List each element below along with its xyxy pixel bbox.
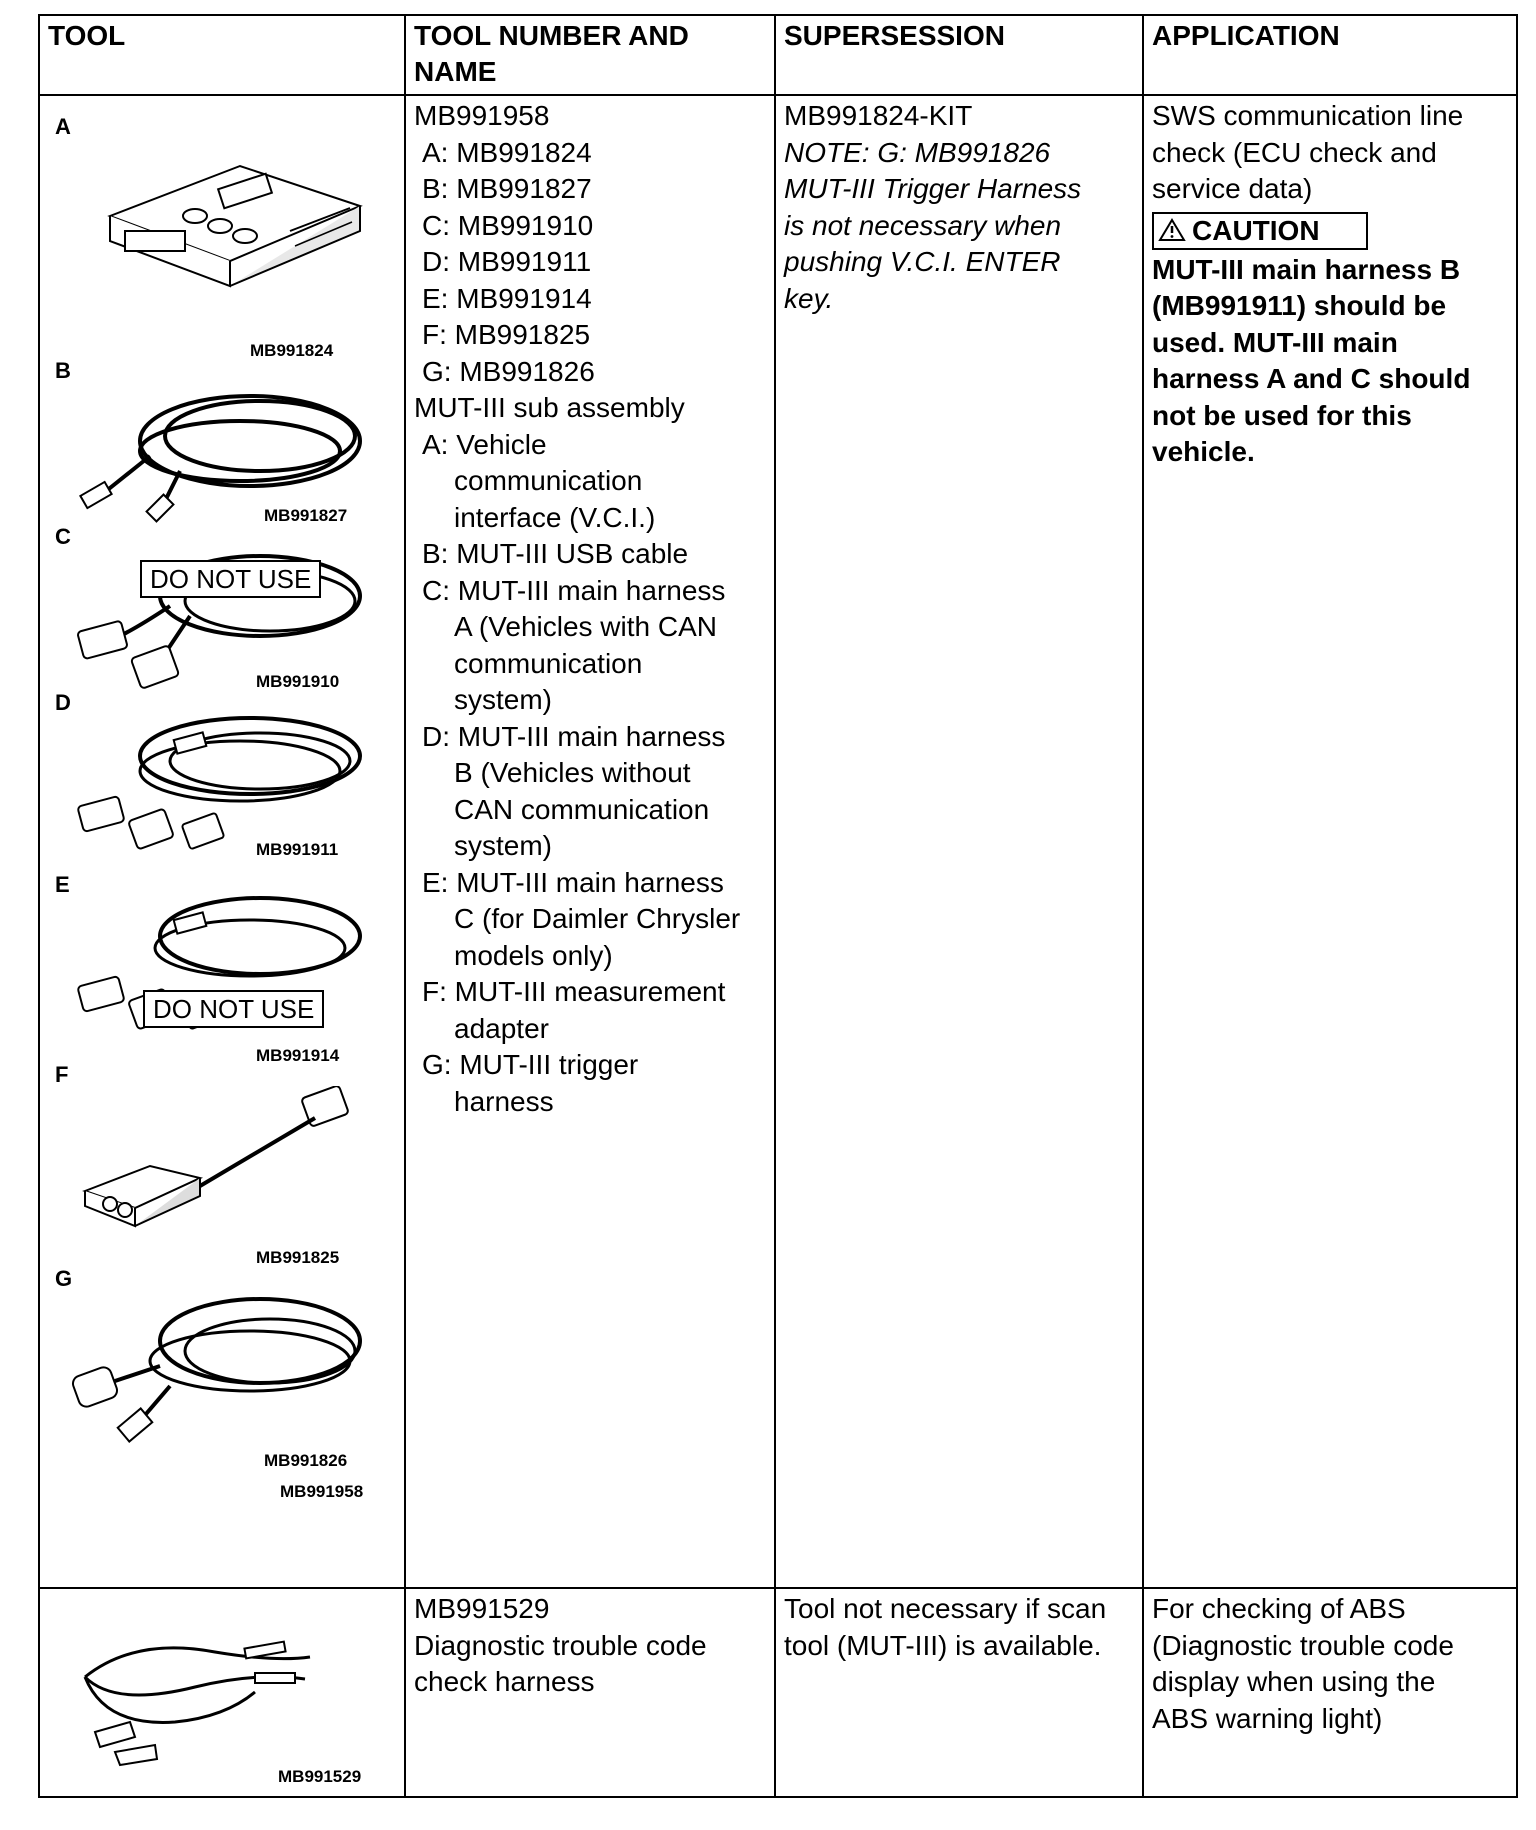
text-line: G: MUT-III trigger [422, 1049, 639, 1080]
text-line: models only) [454, 939, 613, 971]
usb-cable-icon [60, 376, 380, 526]
text-line: communication [454, 647, 643, 679]
text-line: F: MUT-III measurement [422, 976, 726, 1007]
header-application: APPLICATION [1143, 15, 1517, 95]
text-line: adapter [454, 1012, 549, 1044]
item-letter: A [55, 114, 71, 139]
text-line: MUT-III sub assembly [414, 392, 685, 423]
text-line: is not necessary when [784, 209, 1062, 241]
text-line: not be used for this [1152, 399, 1412, 431]
text-line: A: Vehicle [422, 428, 547, 460]
application-cell [1143, 95, 1517, 1588]
do-not-use-label: DO NOT USE [140, 560, 321, 598]
text-line: vehicle. [1152, 436, 1255, 467]
supersession-cell [775, 95, 1143, 1588]
tool-number-and-name-cell [405, 1588, 775, 1797]
item-letter: B [55, 358, 71, 383]
main-harness-b-icon [60, 706, 380, 856]
trigger-harness-icon [60, 1281, 380, 1451]
text-line: pushing V.C.I. ENTER [784, 246, 1061, 277]
tool-illustrations-cell [39, 1588, 405, 1797]
text-line: A: MB991824 [422, 136, 592, 168]
text-line: used. MUT-III main [1152, 326, 1398, 358]
text-line: G: MB991826 [422, 355, 595, 387]
check-harness-icon [75, 1617, 315, 1767]
text-line: MB991529 [414, 1593, 550, 1624]
part-number-label: MB991826 [264, 1451, 348, 1470]
part-number-label: MB991824 [250, 341, 334, 360]
tool-number-and-name-cell [405, 95, 775, 1588]
text-line: B: MUT-III USB cable [422, 538, 689, 569]
text-line: F: MB991825 [422, 319, 591, 350]
vci-unit-icon [90, 136, 370, 296]
text-line: E: MUT-III main harness [422, 866, 724, 898]
item-letter: D [55, 690, 71, 715]
text-line: system) [454, 830, 552, 861]
text-line: For checking of ABS [1152, 1593, 1406, 1624]
text-line: interface (V.C.I.) [454, 501, 656, 533]
tool-name-list [406, 1589, 774, 1701]
text-line: harness [454, 1085, 554, 1117]
special-tools-table [38, 14, 1518, 1798]
supersession-value [776, 1589, 1142, 1664]
text-line: E: MB991914 [422, 282, 592, 314]
text-line: communication [454, 465, 643, 496]
text-line: (MB991911) should be [1152, 290, 1447, 321]
text-line: tool (MUT-III) is available. [784, 1629, 1102, 1661]
supersession-note [784, 135, 1136, 318]
part-number-label: MB991914 [256, 1046, 340, 1065]
item-letter: F [55, 1062, 69, 1087]
application-text [1144, 1589, 1516, 1737]
text-line: CAN communication [454, 793, 710, 825]
header-supersession: SUPERSESSION [775, 15, 1143, 95]
measurement-adapter-icon [80, 1086, 380, 1236]
item-letter: G [55, 1266, 73, 1291]
text-line: C: MB991910 [422, 209, 594, 241]
text-line: SWS communication line [1152, 100, 1464, 131]
table-row [39, 95, 1517, 1588]
table-row [39, 1588, 1517, 1797]
text-line: key. [784, 282, 834, 314]
text-line: MUT-III Trigger Harness [784, 173, 1082, 204]
text-line: B: MB991827 [422, 173, 592, 204]
part-number-label: MB991825 [256, 1248, 340, 1267]
application-text [1152, 98, 1510, 208]
kit-part-number-label: MB991958 [280, 1482, 364, 1501]
caution-label: CAUTION [1192, 214, 1320, 246]
part-number-label: MB991911 [256, 840, 339, 859]
text-line: system) [454, 684, 552, 715]
text-line: D: MUT-III main harness [422, 720, 726, 752]
text-line: MB991958 [414, 100, 550, 131]
header-tool: TOOL [39, 15, 405, 95]
item-letter: E [55, 872, 70, 897]
text-line: A (Vehicles with CAN [454, 611, 717, 642]
part-number-label: MB991529 [278, 1767, 362, 1786]
application-cell [1143, 1588, 1517, 1797]
caution-text [1152, 252, 1510, 471]
text-line: check (ECU check and [1152, 136, 1437, 168]
tool-name-list [406, 96, 774, 1120]
text-line: (Diagnostic trouble code [1152, 1629, 1454, 1661]
warning-triangle-icon [1158, 218, 1186, 242]
text-line: ABS warning light) [1152, 1702, 1383, 1734]
text-line: Diagnostic trouble code [414, 1629, 707, 1661]
text-line: Tool not necessary if scan [784, 1593, 1107, 1624]
caution-box [1152, 212, 1368, 250]
text-line: check harness [414, 1666, 595, 1697]
text-line: MUT-III main harness B [1152, 253, 1461, 285]
do-not-use-label: DO NOT USE [143, 990, 324, 1028]
part-number-label: MB991910 [256, 672, 340, 691]
text-line: B (Vehicles without [454, 757, 691, 788]
text-line: NOTE: G: MB991826 [784, 136, 1051, 168]
header-tool-number-and-name: TOOL NUMBER AND NAME [405, 15, 775, 95]
text-line: D: MB991911 [422, 246, 592, 277]
text-line: display when using the [1152, 1666, 1436, 1697]
text-line: C: MUT-III main harness [422, 574, 726, 606]
header-row [39, 15, 1517, 95]
supersession-cell [775, 1588, 1143, 1797]
tool-illustrations-cell [39, 95, 405, 1588]
supersession-value: MB991824-KIT [784, 100, 973, 131]
text-line: harness A and C should [1152, 363, 1471, 394]
item-letter: C [55, 524, 71, 549]
text-line: C (for Daimler Chrysler [454, 903, 741, 934]
text-line: service data) [1152, 173, 1313, 204]
part-number-label: MB991827 [264, 506, 348, 525]
